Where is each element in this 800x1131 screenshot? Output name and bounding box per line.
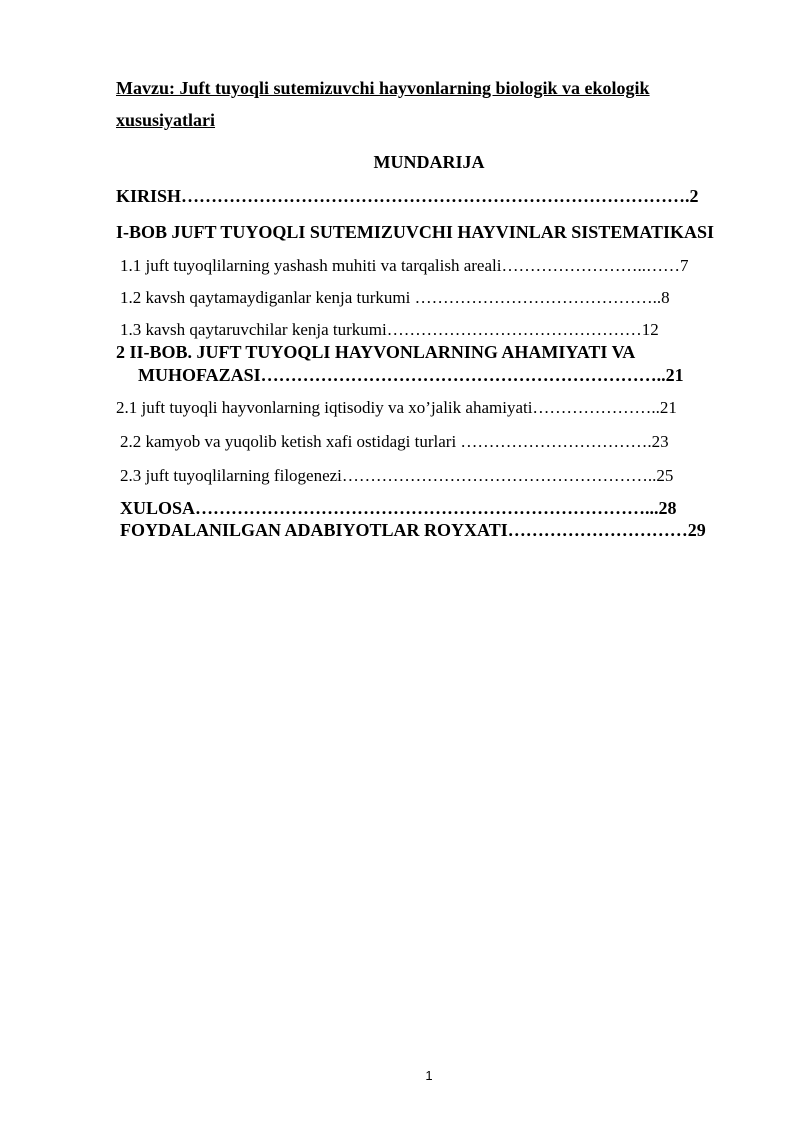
toc-entry-1-3: 1.3 kavsh qaytaruvchilar kenja turkumi………………………………………12: [120, 320, 659, 339]
toc-entry-2-2: 2.2 kamyob va yuqolib ketish xafi ostidagi turlari …………………………….23: [120, 432, 669, 451]
page-number: 1: [425, 1068, 433, 1083]
toc-entry-references: FOYDALANILGAN ADABIYOTLAR ROYXATI…………………………29: [120, 520, 706, 540]
toc-entry-2-1: 2.1 juft tuyoqli hayvonlarning iqtisodiy va xo’jalik ahamiyati…………………..21: [116, 398, 677, 417]
toc-entry-2-3: 2.3 juft tuyoqlilarning filogenezi………………………………………………..25: [120, 466, 674, 485]
toc-entry-chapter-1: I-BOB JUFT TUYOQLI SUTEMIZUVCHI HAYVINLAR SISTEMATIKASI: [116, 222, 714, 242]
document-title-line-2: xususiyatlari: [116, 110, 216, 130]
toc-entry-1-1: 1.1 juft tuyoqlilarning yashash muhiti va tarqalish areali……………………..……7: [120, 256, 689, 275]
toc-entry-xulosa: XULOSA…………………………………………………………………...28: [120, 498, 677, 518]
toc-entry-1-2: 1.2 kavsh qaytamaydiganlar kenja turkumi ……………………………………..8: [120, 288, 670, 307]
document-title-line-1: Mavzu: Juft tuyoqli sutemizuvchi hayvonlarning biologik va ekologik: [116, 78, 650, 98]
toc-entry-kirish: KIRISH………………………………………………………………………….2: [116, 186, 699, 206]
toc-entry-chapter-2-line-1: 2 II-BOB. JUFT TUYOQLI HAYVONLARNING AHAMIYATI VA: [116, 342, 636, 362]
toc-entry-chapter-2-line-2: MUHOFAZASI…………………………………………………………..21: [138, 365, 684, 385]
table-of-contents-heading: MUNDARIJA: [373, 152, 485, 172]
